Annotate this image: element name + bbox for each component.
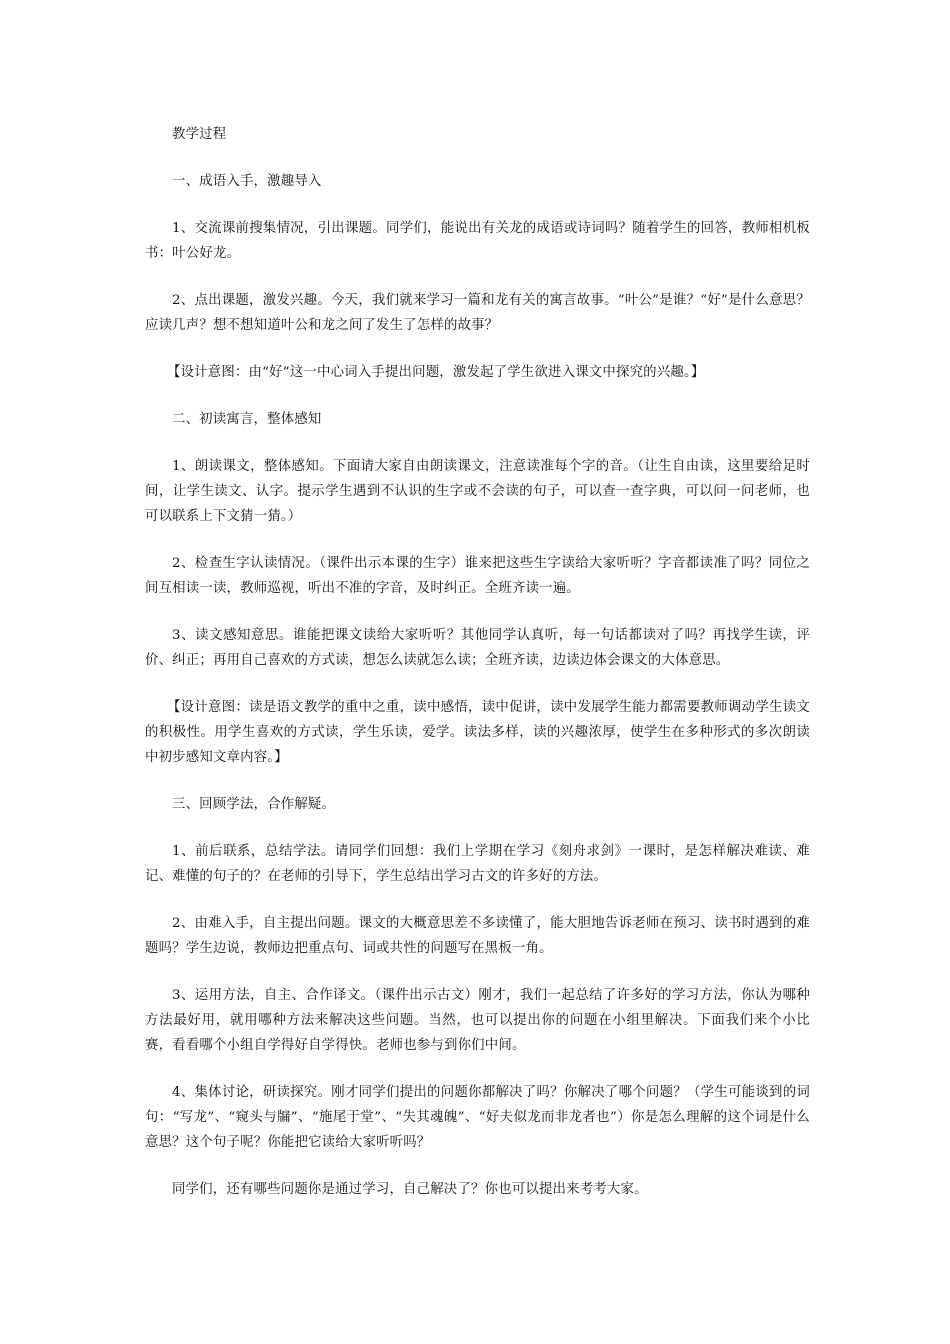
design-intent-note: 【设计意图：由“好”这一中心词入手提出问题，激发起了学生欲进入课文中探究的兴趣。】 [167,365,705,380]
design-intent-note: 【设计意图：读是语文教学的重中之重，读中感悟，读中促讲，读中发展学生能力都需要教师调动学生读文的积极性。用学生喜欢的方式读，学生乐读，爱学。读法多样，读的兴趣浓厚，使学生在多种形式的多次朗读中初步感知文章内容。】 [145,700,810,765]
paragraph: 2、检查生字认读情况。（课件出示本课的生字）谁来把这些生字读给大家听听？字音都读准了吗？同位之间互相读一读，教师巡视，听出不准的字音，及时纠正。全班齐读一遍。 [145,556,810,596]
paragraph: 2、由难入手，自主提出问题。课文的大概意思差不多读懂了，能大胆地告诉老师在预习、读书时遇到的难题吗？学生边说，教师边把重点句、词或共性的问题写在黑板一角。 [145,916,810,956]
paragraph: 同学们，还有哪些问题你是通过学习，自己解决了？你也可以提出来考考大家。 [172,1182,648,1197]
paragraph: 1、交流课前搜集情况，引出课题。同学们，能说出有关龙的成语或诗词吗？随着学生的回答，教师相机板书：叶公好龙。 [145,221,810,261]
section-heading-1: 一、成语入手，激趣导入 [172,174,322,189]
paragraph: 1、前后联系，总结学法。请同学们回想：我们上学期在学习《刻舟求剑》一课时，是怎样解决难读、难记、难懂的句子的？在老师的引导下，学生总结出学习古文的许多好的方法。 [145,844,810,884]
section-heading-2: 二、初读寓言，整体感知 [172,412,322,427]
document-body [145,122,810,1224]
paragraph: 3、读文感知意思。谁能把课文读给大家听听？其他同学认真听，每一句话都读对了吗？再找学生读，评价、纠正；再用自己喜欢的方式读，想怎么读就怎么读；全班齐读，边读边体会课文的大体意思。 [145,628,810,668]
paragraph: 3、运用方法，自主、合作译文。（课件出示古文）刚才，我们一起总结了许多好的学习方法，你认为哪种方法最好用，就用哪种方法来解决这些问题。当然，也可以提出你的问题在小组里解决。下面我们来个小比赛，看看哪个小组自学得好自学得快。老师也参与到你们中间。 [145,988,810,1053]
paragraph: 1、朗读课文，整体感知。下面请大家自由朗读课文，注意读准每个字的音。（让生自由读，这里要给足时间，让学生读文、认字。提示学生遇到不认识的生字或不会读的句子，可以查一查字典，可以问一问老师，也可以联系上下文猜一猜。） [145,459,810,524]
document-title: 教学过程 [172,127,227,142]
section-heading-3: 三、回顾学法，合作解疑。 [172,797,336,812]
paragraph: 2、点出课题，激发兴趣。今天，我们就来学习一篇和龙有关的寓言故事。“叶公”是谁？“好”是什么意思？应读几声？想不想知道叶公和龙之间了发生了怎样的故事？ [145,293,810,333]
paragraph: 4、集体讨论，研读探究。刚才同学们提出的问题你都解决了吗？你解决了哪个问题？（学生可能谈到的词句：“写龙”、“窥头与牖”、“施尾于堂”、“失其魂魄”、“好夫似龙而非龙者也”）你是怎么理解的这个词是什么意思？这个句子呢？你能把它读给大家听听吗？ [145,1085,810,1150]
